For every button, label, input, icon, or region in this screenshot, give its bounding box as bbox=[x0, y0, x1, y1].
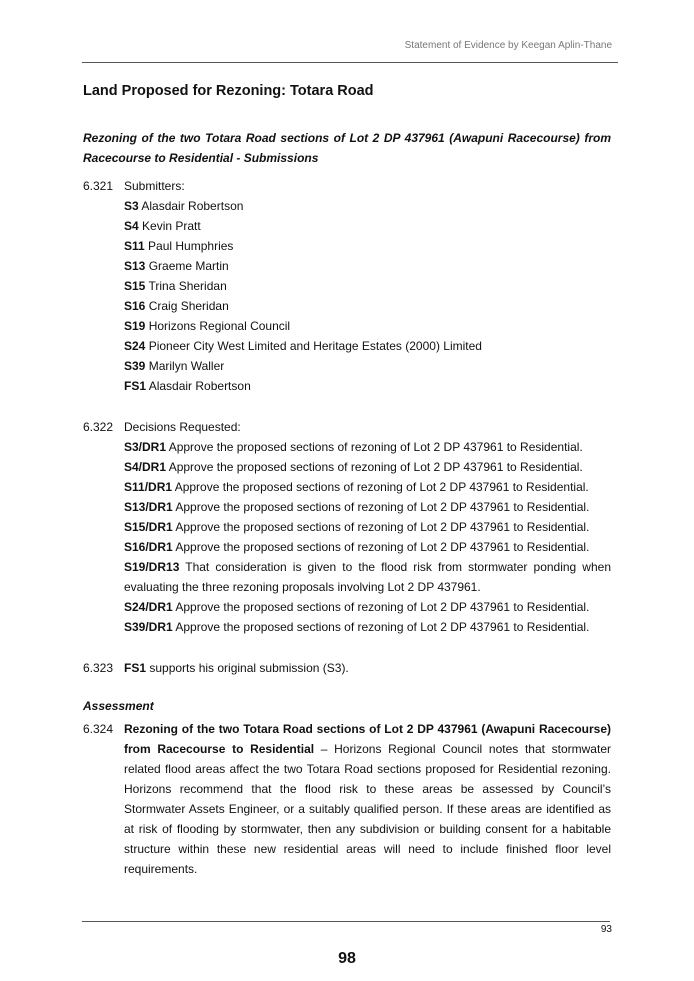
page-number: 93 bbox=[600, 924, 612, 935]
list-item bbox=[124, 477, 611, 497]
decision-code: S16/DR1 bbox=[124, 540, 173, 554]
submitter-name: Alasdair Robertson bbox=[146, 379, 251, 393]
document-header: Statement of Evidence by Keegan Aplin-Thane bbox=[404, 40, 612, 51]
list-item bbox=[124, 597, 611, 617]
list-item bbox=[124, 437, 611, 457]
paragraph-text: supports his original submission (S3). bbox=[146, 661, 349, 675]
decision-text: Approve the proposed sections of rezoning of Lot 2 DP 437961 to Residential. bbox=[172, 540, 590, 554]
footer-rule bbox=[82, 921, 610, 922]
decision-text: Approve the proposed sections of rezoning of Lot 2 DP 437961 to Residential. bbox=[172, 600, 590, 614]
submitter-name: Graeme Martin bbox=[145, 259, 229, 273]
list-item bbox=[124, 457, 611, 477]
list-item bbox=[124, 557, 611, 597]
list-item bbox=[124, 517, 611, 537]
decision-code: S39/DR1 bbox=[124, 620, 173, 634]
decision-text: Approve the proposed sections of rezoning of Lot 2 DP 437961 to Residential. bbox=[172, 620, 590, 634]
list-item bbox=[124, 216, 611, 236]
paragraph-label: Decisions Requested: bbox=[124, 420, 241, 434]
list-item bbox=[124, 236, 611, 256]
list-item bbox=[124, 316, 611, 336]
list-item bbox=[124, 196, 611, 216]
decision-text: Approve the proposed sections of rezoning of Lot 2 DP 437961 to Residential. bbox=[172, 500, 590, 514]
paragraph-text: – Horizons Regional Council notes that stormwater related flood areas affect the two Totara Road sections proposed for Residential rezoning. Horizons recommend that the flood risk to these areas be assessed by Council’s Stormwater Assets Engineer, or a suitably qualified person. If these areas are identified as at risk of flooding by stormwater, then any subdivision or building consent for a habitable structure within these new residential areas will need to include finished floor level requirements. bbox=[124, 742, 611, 876]
submitter-code: FS1 bbox=[124, 379, 147, 393]
submitter-code: S15 bbox=[124, 279, 146, 293]
submitter-code: S3 bbox=[124, 199, 139, 213]
decision-code: S11/DR1 bbox=[124, 480, 173, 494]
paragraph-bold-lead: Rezoning of the two Totara Road sections of Lot 2 DP 437961 (Awapuni Racecourse) from Racecourse to Residential bbox=[124, 722, 611, 756]
paragraph-number: 6.322 bbox=[83, 420, 114, 434]
submitter-name: Pioneer City West Limited and Heritage Estates (2000) Limited bbox=[145, 339, 482, 353]
page-title: Land Proposed for Rezoning: Totara Road bbox=[83, 83, 374, 99]
decision-code: S24/DR1 bbox=[124, 600, 173, 614]
paragraph-number: 6.324 bbox=[83, 722, 114, 736]
submitter-name: Kevin Pratt bbox=[138, 219, 201, 233]
list-item bbox=[124, 296, 611, 316]
paragraph-6-324 bbox=[83, 719, 611, 879]
list-item bbox=[124, 336, 611, 356]
decision-code: S3/DR1 bbox=[124, 440, 167, 454]
list-item bbox=[124, 256, 611, 276]
submitter-code: S13 bbox=[124, 259, 146, 273]
submitter-name: Trina Sheridan bbox=[145, 279, 227, 293]
section-subtitle: Rezoning of the two Totara Road sections of Lot 2 DP 437961 (Awapuni Racecourse) from Racecourse to Residential - Submissions bbox=[83, 131, 611, 165]
submitter-name: Marilyn Waller bbox=[145, 359, 225, 373]
submitter-code: S16 bbox=[124, 299, 146, 313]
assessment-heading: Assessment bbox=[83, 699, 154, 713]
submitter-code: S39 bbox=[124, 359, 146, 373]
sheet-number: 98 bbox=[338, 950, 356, 967]
paragraph-label: Submitters: bbox=[124, 179, 185, 193]
list-item bbox=[124, 356, 611, 376]
list-item bbox=[124, 497, 611, 517]
decision-text: Approve the proposed sections of rezoning of Lot 2 DP 437961 to Residential. bbox=[166, 460, 583, 474]
decision-text: Approve the proposed sections of rezoning of Lot 2 DP 437961 to Residential. bbox=[172, 520, 590, 534]
list-item bbox=[124, 617, 611, 637]
decision-text: That consideration is given to the flood risk from stormwater ponding when evaluating the three rezoning proposals involving Lot 2 DP 437961. bbox=[124, 560, 611, 594]
decision-code: S4/DR1 bbox=[124, 460, 167, 474]
submitter-name: Horizons Regional Council bbox=[145, 319, 291, 333]
decision-text: Approve the proposed sections of rezoning of Lot 2 DP 437961 to Residential. bbox=[172, 480, 589, 494]
paragraph-6-322 bbox=[83, 417, 611, 637]
decision-code: S13/DR1 bbox=[124, 500, 173, 514]
decision-code: S19/DR13 bbox=[124, 560, 180, 574]
decision-code: S15/DR1 bbox=[124, 520, 173, 534]
list-item bbox=[124, 376, 611, 396]
paragraph-6-321 bbox=[83, 176, 611, 396]
decision-text: Approve the proposed sections of rezoning of Lot 2 DP 437961 to Residential. bbox=[166, 440, 583, 454]
submitter-code: S24 bbox=[124, 339, 146, 353]
submitter-code: S19 bbox=[124, 319, 146, 333]
submitter-name: Alasdair Robertson bbox=[138, 199, 244, 213]
header-rule bbox=[82, 62, 618, 63]
submitter-code: S4 bbox=[124, 219, 139, 233]
paragraph-number: 6.321 bbox=[83, 179, 114, 193]
paragraph-6-323 bbox=[83, 658, 611, 678]
list-item bbox=[124, 537, 611, 557]
paragraph-number: 6.323 bbox=[83, 661, 114, 675]
list-item bbox=[124, 276, 611, 296]
submitter-code: S11 bbox=[124, 239, 145, 253]
submitter-name: Paul Humphries bbox=[144, 239, 234, 253]
submitter-name: Craig Sheridan bbox=[145, 299, 229, 313]
further-submission-code: FS1 bbox=[124, 661, 147, 675]
